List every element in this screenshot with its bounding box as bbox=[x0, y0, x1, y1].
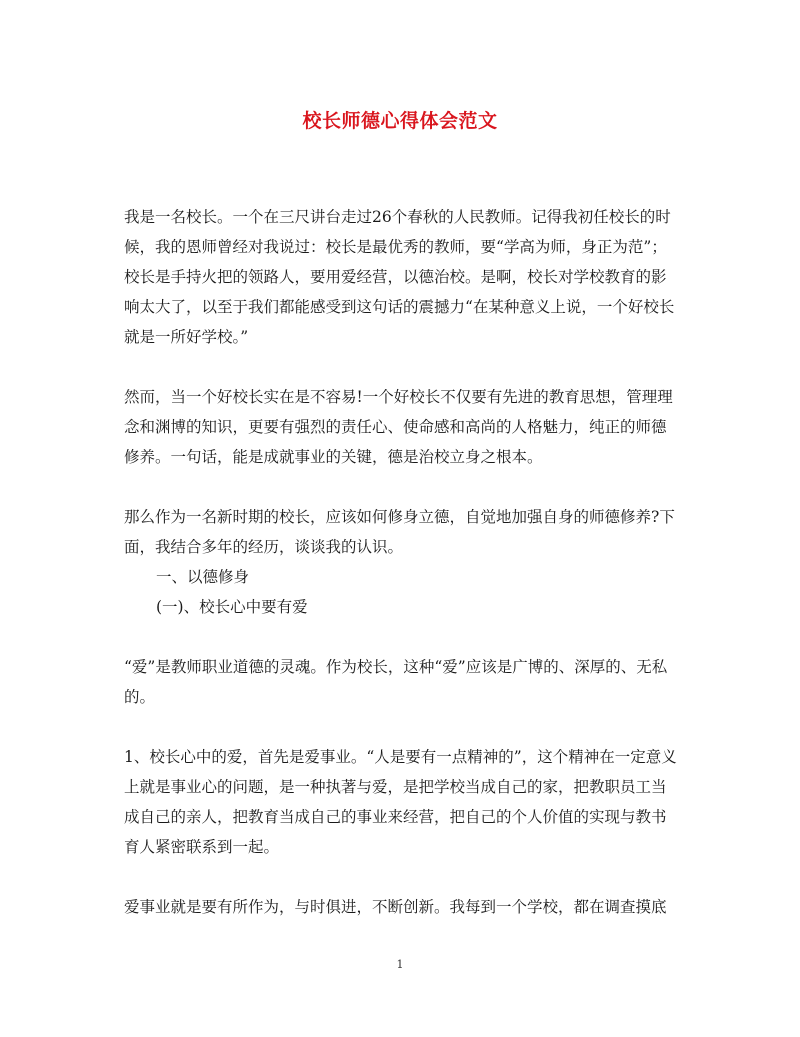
paragraph-question: 那么作为一名新时期的校长，应该如何修身立德，自觉地加强自身的师德修养?下面，我结合多年的经历，谈谈我的认识。 bbox=[124, 508, 675, 556]
subsection-heading: (一)、校长心中要有爱 bbox=[156, 598, 308, 616]
paragraph-love: “爱”是教师职业道德的灵魂。作为校长，这种“爱”应该是广博的、深厚的、无私的。 bbox=[124, 658, 668, 706]
paragraph-career: 1、校长心中的爱，首先是爱事业。“人是要有一点精神的”，这个精神在一定意义上就是事业心的问题，是一种执著与爱，是把学校当成自己的家，把教职员工当成自己的亲人，把教育当成自己的事业来经营，把自己的个人价值的实现与教书育人紧密联系到一起。 bbox=[124, 748, 677, 856]
document-title: 校长师德心得体会范文 bbox=[302, 110, 498, 132]
paragraph-intro: 我是一名校长。一个在三尺讲台走过26个春秋的人民教师。记得我初任校长的时候，我的恩师曾经对我说过：校长是最优秀的教师，要“学高为师，身正为范”；校长是手持火把的领路人，要用爱经营，以德治校。是啊，校长对学校教育的影响太大了，以至于我们都能感受到这句话的震撼力“在某种意义上说，一个好校长就是一所好学校。” bbox=[124, 208, 675, 346]
section-heading: 一、以德修身 bbox=[156, 568, 250, 586]
page-number: 1 bbox=[396, 958, 404, 971]
paragraph-innovation: 爱事业就是要有所作为，与时俱进，不断创新。我每到一个学校，都在调查摸底 bbox=[124, 898, 667, 916]
document-body bbox=[124, 202, 678, 922]
paragraph-difficulty: 然而，当一个好校长实在是不容易!一个好校长不仅要有先进的教育思想，管理理念和渊博的知识，更要有强烈的责任心、使命感和高尚的人格魅力，纯正的师德修养。一句话，能是成就事业的关键，德是治校立身之根本。 bbox=[124, 388, 673, 466]
